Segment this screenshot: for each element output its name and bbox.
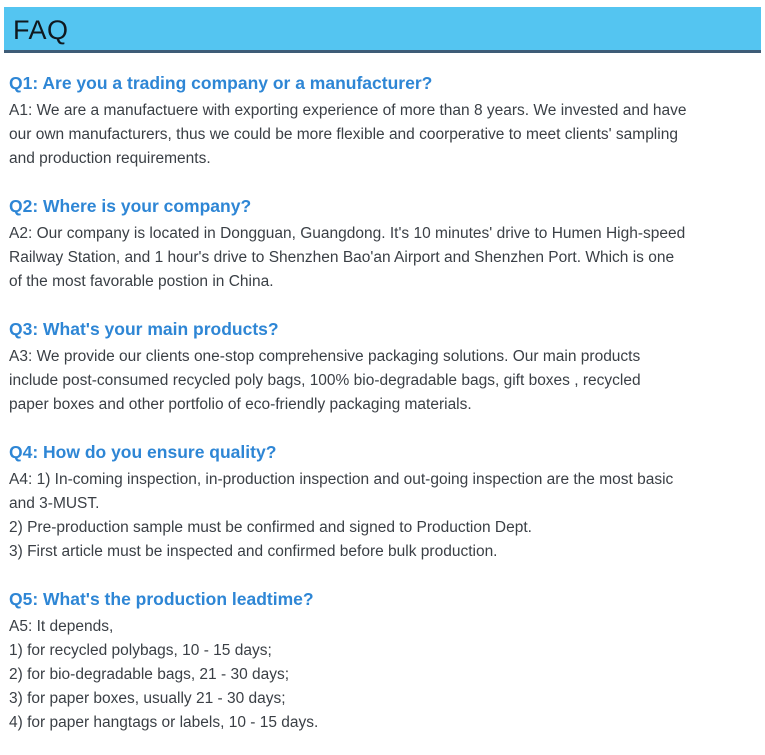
answer-line: and production requirements. — [9, 150, 211, 167]
faq-item — [9, 441, 757, 564]
answer-line: A4: 1) In-coming inspection, in-production inspection and out-going inspection are the most basic — [9, 471, 674, 488]
faq-question: Q4: How do you ensure quality? — [9, 442, 277, 462]
answer-line: A5: It depends, — [9, 618, 114, 635]
answer-line: A3: We provide our clients one-stop comprehensive packaging solutions. Our main products — [9, 348, 641, 365]
faq-question: Q5: What's the production leadtime? — [9, 589, 314, 609]
faq-question: Q1: Are you a trading company or a manufacturer? — [9, 73, 433, 93]
answer-line: A2: Our company is located in Dongguan, Guangdong. It's 10 minutes' drive to Humen High-speed — [9, 225, 686, 242]
answer-line: 2) for bio-degradable bags, 21 - 30 days; — [9, 666, 290, 683]
faq-question: Q3: What's your main products? — [9, 319, 279, 339]
answer-line: 3) First article must be inspected and confirmed before bulk production. — [9, 543, 498, 560]
faq-answer — [9, 99, 757, 171]
faq-content — [0, 72, 765, 735]
answer-line: our own manufacturers, thus we could be more flexible and coorperative to meet clients' sampling — [9, 126, 678, 143]
faq-question: Q2: Where is your company? — [9, 196, 252, 216]
faq-item — [9, 195, 757, 294]
answer-line: 4) for paper hangtags or labels, 10 - 15 days. — [9, 714, 319, 731]
faq-header-bar — [4, 7, 761, 53]
answer-line: A1: We are a manufactuere with exporting experience of more than 8 years. We invested and have — [9, 102, 687, 119]
page-title: FAQ — [13, 15, 69, 45]
faq-answer — [9, 345, 757, 417]
answer-line: and 3-MUST. — [9, 495, 100, 512]
faq-item — [9, 588, 757, 735]
faq-answer — [9, 468, 757, 564]
answer-line: 3) for paper boxes, usually 21 - 30 days; — [9, 690, 286, 707]
faq-item — [9, 318, 757, 417]
answer-line: Railway Station, and 1 hour's drive to Shenzhen Bao'an Airport and Shenzhen Port. Which is one — [9, 249, 675, 266]
faq-answer — [9, 222, 757, 294]
answer-line: include post-consumed recycled poly bags, 100% bio-degradable bags, gift boxes , recycled — [9, 372, 641, 389]
faq-answer — [9, 615, 757, 735]
answer-line: paper boxes and other portfolio of eco-friendly packaging materials. — [9, 396, 472, 413]
faq-item — [9, 72, 757, 171]
answer-line: 1) for recycled polybags, 10 - 15 days; — [9, 642, 272, 659]
answer-line: of the most favorable postion in China. — [9, 273, 274, 290]
answer-line: 2) Pre-production sample must be confirmed and signed to Production Dept. — [9, 519, 532, 536]
